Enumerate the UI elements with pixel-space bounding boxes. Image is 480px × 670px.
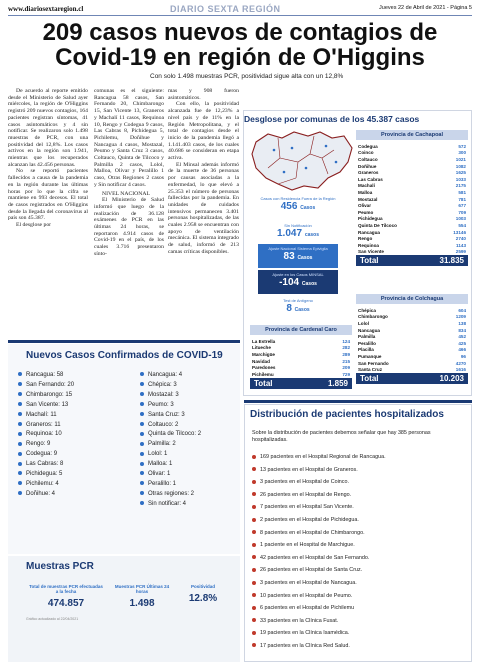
bullet-icon [252,530,256,534]
nuevos-casos-title: Nuevos Casos Confirmados de COVID-19 [26,350,223,361]
bullet-icon [252,467,256,471]
article-paragraph: El desglose por [16,222,52,229]
commune-name: Codegua [358,143,378,149]
commune-name: San Vicente [358,249,384,255]
table-row [356,143,468,150]
list-item-text: 26 pacientes en el Hospital de Rengo. [260,491,352,498]
stat-sin-notificacion [258,221,338,243]
commune-name: Palmilla [358,334,376,340]
list-item [18,421,118,431]
table-row [356,222,468,229]
stat-value: -104 Casos [279,277,317,288]
list-item [18,450,118,460]
list-item-text: Peralillo: 1 [148,480,177,487]
list-item-text: Graneros: 11 [26,421,61,428]
commune-cases: 604 [458,307,466,313]
list-item-text: 19 pacientes en la Clínica Isamédica. [260,630,350,637]
table-row [356,229,468,236]
list-item-text: 17 pacientes en la Clínica Red Salud. [260,642,350,649]
list-item [252,451,468,464]
bullet-icon [140,442,144,446]
stat-value: 1.047 casos [277,228,319,239]
list-item-text: Olivar: 1 [148,471,171,478]
commune-cases: 466 [458,347,466,353]
commune-name: Coinco [358,150,374,156]
province-rows [356,143,468,255]
province-title: Provincia de Cardenal Caro [250,325,352,335]
bullet-icon [18,491,22,495]
commune-cases: 1209 [455,314,466,320]
table-row [356,327,468,334]
commune-cases: 209 [342,365,350,371]
commune-name: Paredones [252,365,276,371]
list-item-text: 26 pacientes en el Hospital de Santa Cruz. [260,567,363,574]
stat-label: Casos con Residencia Fuera de la Región [260,196,336,201]
commune-name: Placilla [358,347,374,353]
list-item [252,577,468,590]
headline-line-1: 209 casos nuevos de contagios de [42,19,438,46]
page-date: Jueves 22 de Abril de 2021 - Página 5 [379,5,472,11]
bullet-icon [252,480,256,484]
site-url[interactable]: www.diariosextaregion.cl [8,5,84,13]
commune-cases: 709 [458,209,466,215]
commune-name: Pichilemu [252,371,274,377]
article-paragraph: El Minsal además informó de la muerte de 36 personas por causas asociadas a la enfermedad, lo que elevó a 25.353 el número de personas fallecidas por la pandemia. En unidades de cuidados intensivos permanecen 3.401 personas hospitalizadas, de las cuales 2.958 se encuentran con apoyo de ventilación mecánica. El sistema integrado de salud, informó de 213 camas críticas disponibles. [168,161,239,255]
commune-cases: 452 [458,334,466,340]
bullet-icon [140,452,144,456]
bullet-icon [18,402,22,406]
bullet-icon [140,501,144,505]
hosp-list [252,451,468,653]
bullet-icon [140,462,144,466]
list-item-text: Doñihue: 4 [26,490,56,497]
list-item-text: Requinoa: 10 [26,431,62,438]
list-item [252,615,468,628]
list-item-text: Santa Cruz: 3 [148,411,185,418]
commune-cases: 2740 [455,236,466,242]
bullet-icon [140,471,144,475]
province-title: Provincia de Colchagua [356,294,468,304]
bullet-icon [252,631,256,635]
province-rows [356,307,468,373]
list-item-text: Chépica: 3 [148,381,177,388]
table-row [356,216,468,223]
list-item [18,401,118,411]
commune-name: Nancagua [358,327,380,333]
list-item [140,500,240,510]
commune-cases: 1143 [456,242,466,248]
commune-cases: 1616 [455,367,466,373]
nuevos-list-right [140,371,240,510]
bullet-icon [18,412,22,416]
table-row [356,176,468,183]
bullet-icon [252,492,256,496]
province-title: Provincia de Cachapoal [356,130,468,140]
article-column-2 [94,88,164,338]
stat-antigeno [258,296,338,318]
table-row [356,156,468,163]
stat-value: 8 Casos [286,303,310,314]
list-item-text: Otras regiones: 2 [148,490,195,497]
bullet-icon [18,392,22,396]
section-divider [244,400,472,403]
list-item [252,564,468,577]
stat-ajuste-nacional [258,244,338,268]
list-item-text: Pichidegua: 5 [26,471,63,478]
province-total: Total 31.835 [356,255,468,266]
bullet-icon [252,568,256,572]
list-item [140,411,240,421]
list-item [140,371,240,381]
commune-cases: 215 [342,358,350,364]
list-item [252,489,468,502]
list-item-text: Las Cabras: 8 [26,461,64,468]
list-item-text: 169 pacientes en el Hospital Regional de Rancagua. [260,454,386,460]
list-item-text: Pichilemu: 4 [26,480,59,487]
table-row [356,242,468,249]
bullet-icon [252,543,256,547]
list-item-text: Codegua: 9 [26,451,58,458]
list-item [140,440,240,450]
article-paragraph: Con ello, la positividad alcanzada fue de 12,23% a nivel país y de 11% en la Región Metropolitana, y el total de contagios desde el inicio de la pandemia llegó a 1.141.403 casos, de los cuales 40.686 se consideran en etapa activa. [168,101,239,162]
commune-name: Navidad [252,358,270,364]
list-item-text: 33 pacientes en la Clínica Fusat. [260,617,339,624]
list-item-text: Quinta de Tilcoco: 2 [148,431,202,438]
desglose-title: Desglose por comunas de los 45.387 casos [244,114,420,124]
commune-name: Mostazal [358,196,378,202]
list-item [252,464,468,477]
list-item [140,450,240,460]
table-row [356,366,468,373]
commune-name: Peralillo [358,340,376,346]
list-item [252,527,468,540]
section-divider [8,340,240,343]
list-item [252,514,468,527]
commune-cases: 1625 [455,170,466,176]
bullet-icon [18,452,22,456]
commune-cases: 729 [342,371,350,377]
article-subheading: NIVEL NACIONAL [102,190,150,197]
list-item-text: Mostazal: 3 [148,391,179,398]
bullet-icon [252,581,256,585]
table-row [356,333,468,340]
commune-name: Chimbarongo [358,314,388,320]
table-row [356,202,468,209]
bullet-icon [140,412,144,416]
commune-cases: 13146 [453,229,466,235]
pcr-value: 474.857 [47,598,85,609]
list-item [252,590,468,603]
commune-cases: 1082 [455,163,466,169]
list-item [252,640,468,653]
headline [0,20,480,70]
list-item [18,391,118,401]
commune-cases: 300 [458,150,466,156]
list-item-text: San Fernando: 20 [26,381,75,388]
subheadline: Con solo 1.498 muestras PCR, positividad sigue alta con un 12,8% [150,73,344,80]
article-paragraph: comunas es el siguiente: Rancagua 58 casos, San Fernando 20, Chimbarongo 15, San Vicente 13, Graneros y Machalí 11 casos, Requinoa 10, Rengo y Codegua 9 casos, Las Cabras 8, Pichidegua 5, Pichilemu, Doñihue y Nancagua 4 casos, Mostazal, Peumo y Santa Cruz 3 casos, Coltauco, Quinta de Tilcoco y Palmilla 2 casos, Lolol, Malloa, Olivar y Peralillo 1 caso, Otras Regiones 2 casos y Sin notificar 4 casos. [94,88,164,188]
commune-cases: 677 [458,203,466,209]
bullet-icon [18,471,22,475]
list-item-text: Chimbarongo: 15 [26,391,73,398]
stat-ajuste-minsal [258,270,338,294]
table-row [356,340,468,347]
list-item [18,490,118,500]
article-paragraph: De acuerdo al reporte emitido desde el Ministerio de Salud ayer miércoles, la región de O'Higgins registró 209 nuevos contagios, 164 pacientes registran síntomas, 41 casos asintomáticos y 4 sin notificar. Se realizaron solo 1.498 muestras de PCR, con una positividad del 12,8%. Los casos activos en la región son 1.941, mientras que los recuperados alcanzan las 42.456 personas. [8,88,88,168]
commune-name: Pichidegua [358,216,383,222]
commune-name: Requinoa [358,242,379,248]
commune-name: Chépica [358,307,376,313]
table-cachapoal [356,130,468,266]
commune-cases: 554 [458,222,466,228]
commune-name: Las Cabras [358,176,383,182]
bullet-icon [18,372,22,376]
list-item [140,421,240,431]
list-item [18,411,118,421]
commune-cases: 2175 [455,183,466,189]
table-row [356,163,468,170]
bullet-icon [140,422,144,426]
commune-cases: 289 [342,351,350,357]
bullet-icon [18,422,22,426]
list-item [140,381,240,391]
table-row [356,314,468,321]
bullet-icon [18,382,22,386]
bullet-icon [252,505,256,509]
list-item [140,430,240,440]
bullet-icon [18,442,22,446]
list-item-text: Nancagua: 4 [148,372,183,378]
bullet-icon [252,555,256,559]
table-row [356,347,468,354]
bullet-icon [18,481,22,485]
commune-name: Machalí [358,183,375,189]
table-row [356,360,468,367]
table-row [356,189,468,196]
commune-name: La Estrella [252,338,276,344]
commune-name: Malloa [358,189,373,195]
table-row [356,235,468,242]
table-row [250,338,352,345]
pcr-24h [110,582,174,609]
commune-name: Doñihue [358,163,377,169]
list-item [18,480,118,490]
list-item-text: 7 pacientes en el Hospital San Vicente. [260,504,354,511]
list-item-text: Machalí: 11 [26,411,57,418]
commune-cases: 1033 [455,176,466,182]
list-item-text: Sin notificar: 4 [148,500,187,507]
commune-cases: 834 [458,327,466,333]
commune-name: Olivar [358,203,372,209]
region-map [248,128,358,193]
list-item [18,470,118,480]
pcr-positividad [176,582,230,604]
stat-label: Sin Notificación [284,223,312,228]
list-item-text: San Vicente: 13 [26,401,69,408]
bullet-icon [140,402,144,406]
list-item-text: 42 pacientes en el Hospital de San Fernando. [260,554,370,561]
list-item [252,539,468,552]
table-row [250,351,352,358]
stat-outside-region [258,194,338,218]
pcr-label: Total de muestras PCR efectuadas a la fecha [29,584,103,594]
pcr-label: Positividad [190,584,215,589]
bullet-icon [140,432,144,436]
commune-cases: 781 [458,196,466,202]
hosp-intro: Sobre la distribución de pacientes debemos señalar que hay 385 personas hospitalizadas. [252,430,431,443]
list-item [140,480,240,490]
table-colchagua [356,294,468,384]
stat-value: 83 Casos [283,251,313,262]
commune-name: Rancagua [358,229,380,235]
list-item-text: 6 pacientes en el Hospital de Pichilemu [260,605,355,612]
table-row [250,345,352,352]
commune-cases: 96 [460,353,466,359]
bullet-icon [252,606,256,610]
province-total: Total 1.859 [250,378,352,389]
commune-name: Lolol [358,320,369,326]
commune-cases: 124 [342,338,350,344]
bullet-icon [140,491,144,495]
table-row [356,183,468,190]
commune-name: San Fernando [358,360,389,366]
table-row [356,169,468,176]
commune-name: Quinta De Tilcoco [358,222,397,228]
bullet-icon [252,518,256,522]
bullet-icon [18,432,22,436]
table-row [356,209,468,216]
table-row [356,320,468,327]
bullet-icon [252,455,256,459]
list-item-text: Lolol: 1 [148,451,168,458]
commune-cases: 282 [342,345,350,351]
list-item [18,430,118,440]
pcr-note: Gráfico actualizado al 22/04/2021 [26,617,79,621]
commune-name: Marchigüe [252,351,275,357]
table-row [356,249,468,256]
commune-cases: 2599 [455,249,466,255]
pcr-title: Muestras PCR [26,561,94,572]
bullet-icon [252,618,256,622]
list-item-text: Peumo: 3 [148,401,174,408]
table-row [250,358,352,365]
stat-label: Ajuste Nacional Sistema Epivigila [268,246,328,251]
list-item-text: Rengo: 9 [26,441,51,448]
commune-name: Rengo [358,236,373,242]
table-row [356,196,468,203]
stat-value: 456 Casos [280,201,316,212]
stat-label: Ajuste en los Casos MINSAL [272,272,324,277]
pcr-label: Muestras PCR Últimas 24 horas [114,584,170,594]
commune-cases: 572 [458,143,466,149]
list-item [252,501,468,514]
list-item [18,440,118,450]
newspaper-name: DIARIO SEXTA REGIÓN [170,4,281,14]
list-item-text: 13 pacientes en el Hospital de Graneros. [260,466,358,473]
bullet-icon [140,382,144,386]
list-item-text: Coltauco: 2 [148,421,179,428]
list-item [140,490,240,500]
bullet-icon [140,481,144,485]
article-paragraph: El Ministerio de Salud informó que luego de la realización de 36.128 exámenes de PCR en las últimas 24 horas, se reportaron 4.914 casos de Covid-19 en el país, de los cuales 3.716 presentaron sínto- [94,197,164,257]
commune-name: Graneros [358,170,379,176]
bullet-icon [18,462,22,466]
province-rows [250,338,352,378]
list-item-text: 3 pacientes en el Hospital de Nancagua. [260,579,357,586]
list-item [140,460,240,470]
list-item-text: 3 pacientes en el Hospital de Coinco. [260,479,350,486]
list-item-text: 2 pacientes en el Hospital de Pichidegua. [260,516,359,523]
article-paragraph: mas y 908 fueron asintomáticos. [168,88,239,101]
province-total: Total 10.203 [356,373,468,384]
commune-cases: 425 [458,340,466,346]
article-column-3 [168,88,239,338]
list-item [18,371,118,381]
pcr-value: 12.8% [188,593,218,604]
commune-cases: 138 [458,320,466,326]
pcr-value: 1.498 [129,598,155,609]
list-item [252,627,468,640]
stat-label: Test de Antígeno [283,298,313,303]
list-item [252,476,468,489]
list-item [140,391,240,401]
nuevos-list-left [18,371,118,500]
commune-name: Santa Cruz [358,367,382,373]
pcr-total [26,582,106,609]
bullet-icon [140,372,144,376]
table-row [250,364,352,371]
commune-cases: 1021 [455,156,466,162]
commune-cases: 4270 [455,360,466,366]
list-item-text: 1 paciente en el Hospital de Marchigue. [260,542,355,549]
bullet-icon [252,643,256,647]
bullet-icon [140,392,144,396]
table-row [356,307,468,314]
commune-name: Coltauco [358,156,378,162]
commune-cases: 581 [458,189,466,195]
bullet-icon [252,593,256,597]
list-item [18,381,118,391]
list-item-text: 10 pacientes en el Hospital de Peumo. [260,592,353,599]
article-paragraph: No se reportó pacientes fallecidos a causa de la pandemia en la región durante las últimas horas por lo que la cifra se mantiene en 993 decesos. El total de casos registrados en O'Higgins desde la llegada del coronavirus al país son 45.387. [8,168,88,222]
list-item [140,401,240,411]
table-row [356,353,468,360]
commune-cases: 1003 [455,216,466,222]
list-item-text: Palmilla: 2 [148,441,176,448]
list-item [140,470,240,480]
commune-name: Litueche [252,345,271,351]
table-row [250,371,352,378]
list-item-text: 8 pacientes en el Hospital de Chimbarongo. [260,529,365,536]
commune-name: Pumanque [358,353,382,359]
list-item [252,602,468,615]
header-divider [8,15,472,16]
headline-line-2: Covid-19 en región de O'Higgins [55,44,425,71]
table-cardenal-caro [250,325,352,389]
list-item-text: Malloa: 1 [148,461,173,468]
hosp-title: Distribución de pacientes hospitalizados [250,409,444,420]
list-item [18,460,118,470]
table-row [356,150,468,157]
article-column-1 [8,88,88,338]
list-item [252,552,468,565]
commune-name: Peumo [358,209,374,215]
list-item-text: Rancagua: 58 [26,372,64,378]
